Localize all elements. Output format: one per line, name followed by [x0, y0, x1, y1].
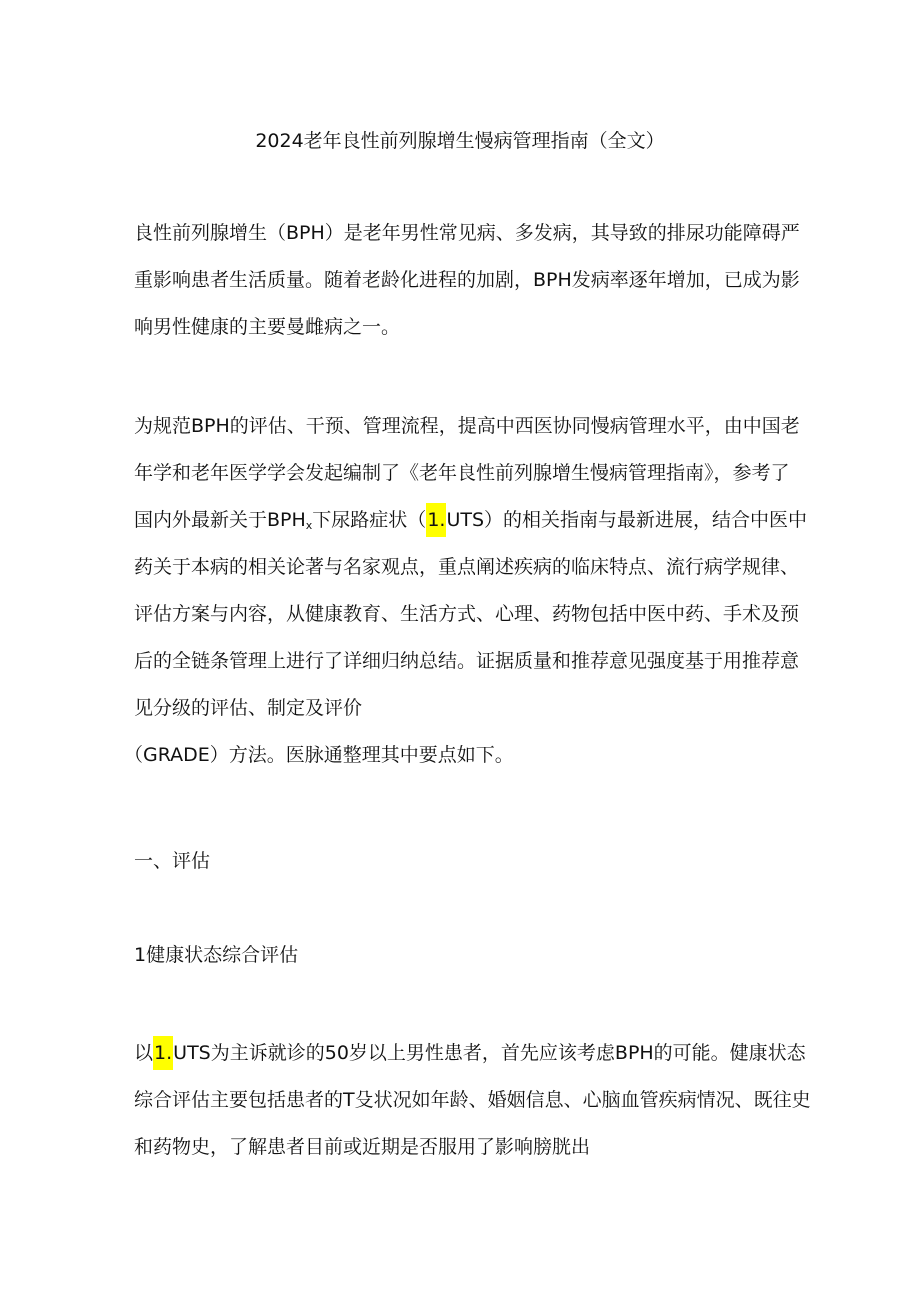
section-heading: 一、评估 [134, 850, 211, 872]
highlight-mark: 1. [426, 503, 446, 537]
text-line: 为规范BPH的评估、干预、管理流程，提高中西医协同慢病管理水平，由中国老 [134, 415, 800, 437]
text-line: 和药物史，了解患者目前或近期是否服用了影响膀胱出 [134, 1136, 591, 1158]
text-segment: UTS）的相关指南与最新进展，结合中医中 [446, 509, 808, 531]
text-line: 重影响患者生活质量。随着老龄化进程的加剧，BPH发病率逐年增加，已成为影 [134, 269, 800, 291]
text-line [134, 497, 808, 544]
paragraph-assessment [134, 1030, 811, 1171]
text-line: 见分级的评估、制定及评价 [134, 697, 363, 719]
text-line: 良性前列腺增生（BPH）是老年男性常见病、多发病，其导致的排尿功能障碍严 [134, 222, 800, 244]
subsection-heading: 1健康状态综合评估 [134, 944, 299, 966]
text-segment: 下尿路症状（ [312, 509, 427, 531]
document-title: 2024老年良性前列腺增生慢病管理指南（全文） [255, 130, 665, 152]
text-segment: UTS为主诉就诊的50岁以上男性患者，首先应该考虑BPH的可能。健康状态 [173, 1042, 806, 1064]
subscript: x [305, 519, 313, 532]
highlight-mark: 1. [153, 1036, 173, 1070]
text-line: 药关于本病的相关论著与名家观点，重点阐述疾病的临床特点、流行病学规律、 [134, 556, 800, 578]
text-segment: 国内外最新关于BPH [134, 509, 306, 531]
text-line: 综合评估主要包括患者的T殳状况如年龄、婚姻信息、心脑血管疾病情况、既往史 [134, 1089, 811, 1111]
text-line [134, 1030, 806, 1077]
text-line: 年学和老年医学学会发起编制了《老年良性前列腺增生慢病管理指南》，参考了 [134, 462, 790, 484]
text-line: （GRADE）方法。医脉通整理其中要点如下。 [124, 744, 514, 766]
paragraph-intro [134, 210, 799, 351]
text-line: 后的全链条管理上进行了详细归纳总结。证据质量和推荐意见强度基于用推荐意 [134, 650, 800, 672]
text-line: 响男性健康的主要曼雌病之一。 [134, 316, 401, 338]
paragraph-guideline [124, 403, 808, 779]
text-line: 评估方案与内容，从健康教育、生活方式、心理、药物包括中医中药、手术及预 [134, 603, 800, 625]
text-segment: 以 [134, 1042, 154, 1064]
